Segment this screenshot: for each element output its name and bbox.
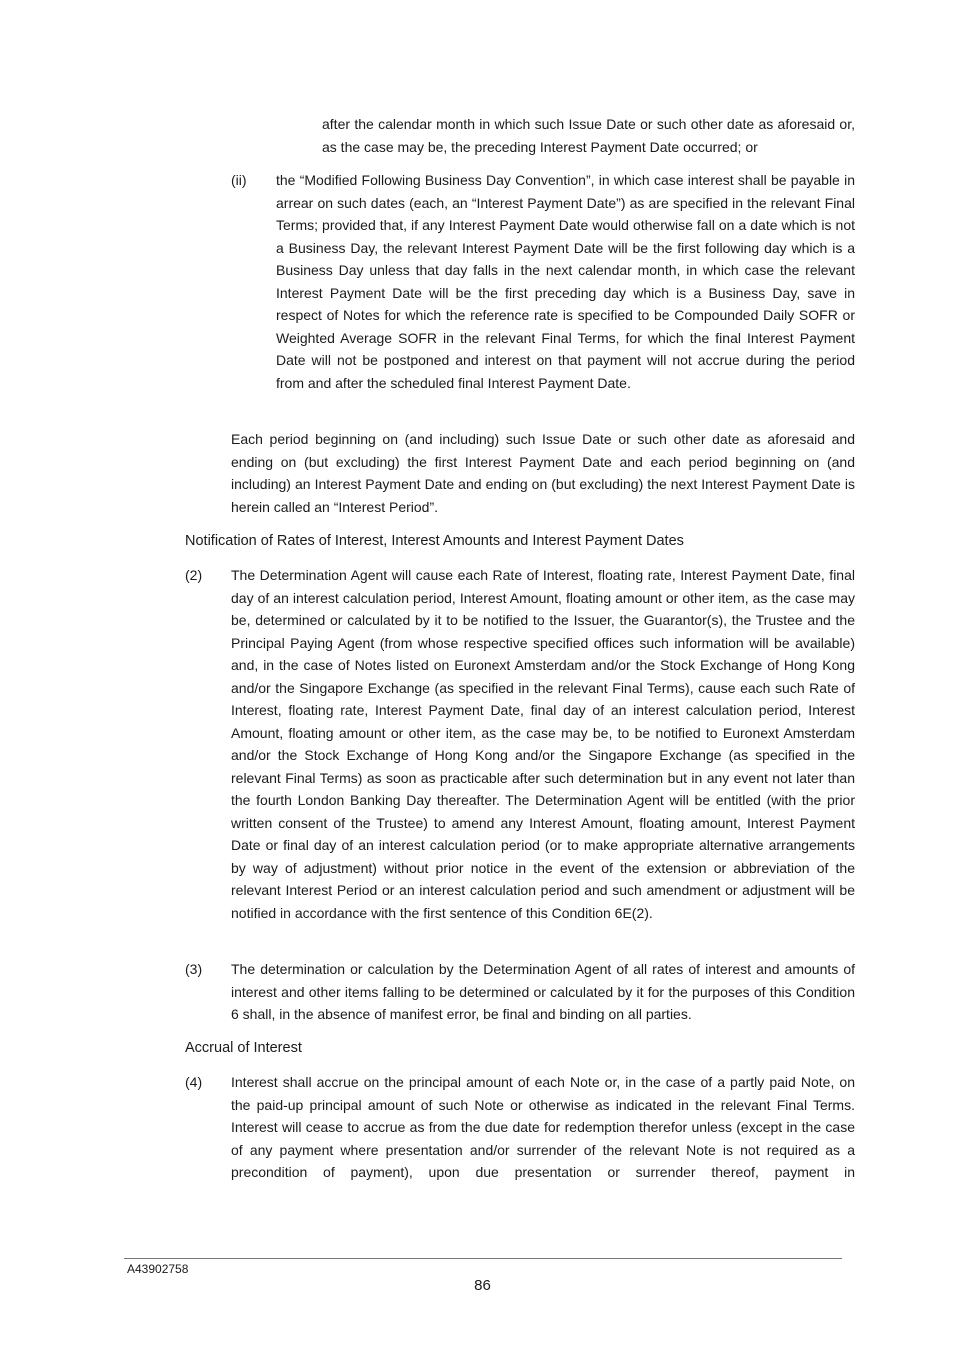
item-number-2: (2) <box>185 567 203 583</box>
item-number-4: (4) <box>185 1074 203 1090</box>
item-2-paragraph: The Determination Agent will cause each Rate of Interest, floating rate, Interest Payment Date, final day of an interest calculation period, Interest Amount, floating amount or other item, as the case may be, determined or calculated by it to be notified to the Issuer, the Guarantor(s), the Trustee and the Principal Paying Agent (from whose respective specified offices such information will be available) and, in the case of Notes listed on Euronext Amsterdam and/or the Stock Exchange of Hong Kong and/or the Singapore Exchange (as specified in the relevant Final Terms), cause each such Rate of Interest, floating rate, Interest Payment Date, final day of an interest calculation period, Interest Amount, floating amount or other item, as the case may be, to be notified to Euronext Amsterdam and/or the Stock Exchange of Hong Kong and/or the Singapore Exchange (as specified in the relevant Final Terms) as soon as practicable after such determination but in any event not later than the fourth London Banking Day thereafter. The Determination Agent will be entitled (with the prior written consent of the Trustee) to amend any Interest Amount, floating amount, Interest Payment Date or final day of an interest calculation period (or to make appropriate alternative arrangements by way of adjustment) without prior notice in the event of the extension or abbreviation of the relevant Interest Period or an interest calculation period and such amendment or adjustment will be notified in accordance with the first sentence of this Condition 6E(2). <box>231 567 855 921</box>
section-heading-accrual: Accrual of Interest <box>185 1040 302 1056</box>
page-number: 86 <box>474 1277 491 1294</box>
item-4-paragraph: Interest shall accrue on the principal amount of each Note or, in the case of a partly paid Note, on the paid-up principal amount of such Note or otherwise as indicated in the relevant Final Terms. Interest will cease to accrue as from the due date for redemption therefor unless (except in the case of any payment where presentation and/or surrender of the relevant Note is not required as a precondition of payment), upon due presentation or surrender thereof, payment in <box>231 1074 855 1180</box>
item-3-paragraph: The determination or calculation by the Determination Agent of all rates of interest and amounts of interest and other items falling to be determined or calculated by it for the purposes of this Condition 6 shall, in the absence of manifest error, be final and binding on all parties. <box>231 961 855 1022</box>
footer-divider <box>124 1258 842 1259</box>
item-ii-paragraph: the “Modified Following Business Day Convention”, in which case interest shall be payable in arrear on such dates (each, an “Interest Payment Date”) as are specified in the relevant Final Terms; provided that, if any Interest Payment Date would otherwise fall on a date which is not a Business Day, the relevant Interest Payment Date will be the first following day which is a Business Day unless that day falls in the next calendar month, in which case the relevant Interest Payment Date will be the first preceding day which is a Business Day, save in respect of Notes for which the reference rate is specified to be Compounded Daily SOFR or Weighted Average SOFR in the relevant Final Terms, for which the final Interest Payment Date will not be postponed and interest on that payment will not accrue during the period from and after the scheduled final Interest Payment Date. <box>276 172 855 391</box>
item-number-ii: (ii) <box>231 172 247 188</box>
document-reference: A43902758 <box>127 1262 189 1276</box>
item-number-3: (3) <box>185 961 203 977</box>
continuation-paragraph: after the calendar month in which such Issue Date or such other date as aforesaid or, as the case may be, the preceding Interest Payment Date occurred; or <box>322 116 855 155</box>
section-heading-notification: Notification of Rates of Interest, Interest Amounts and Interest Payment Dates <box>185 533 684 549</box>
interest-period-paragraph: Each period beginning on (and including) such Issue Date or such other date as aforesaid and ending on (but excluding) the first Interest Payment Date and each period beginning on (and including) an Interest Payment Date and ending on (but excluding) the next Interest Payment Date is herein called an “Interest Period”. <box>231 431 855 515</box>
